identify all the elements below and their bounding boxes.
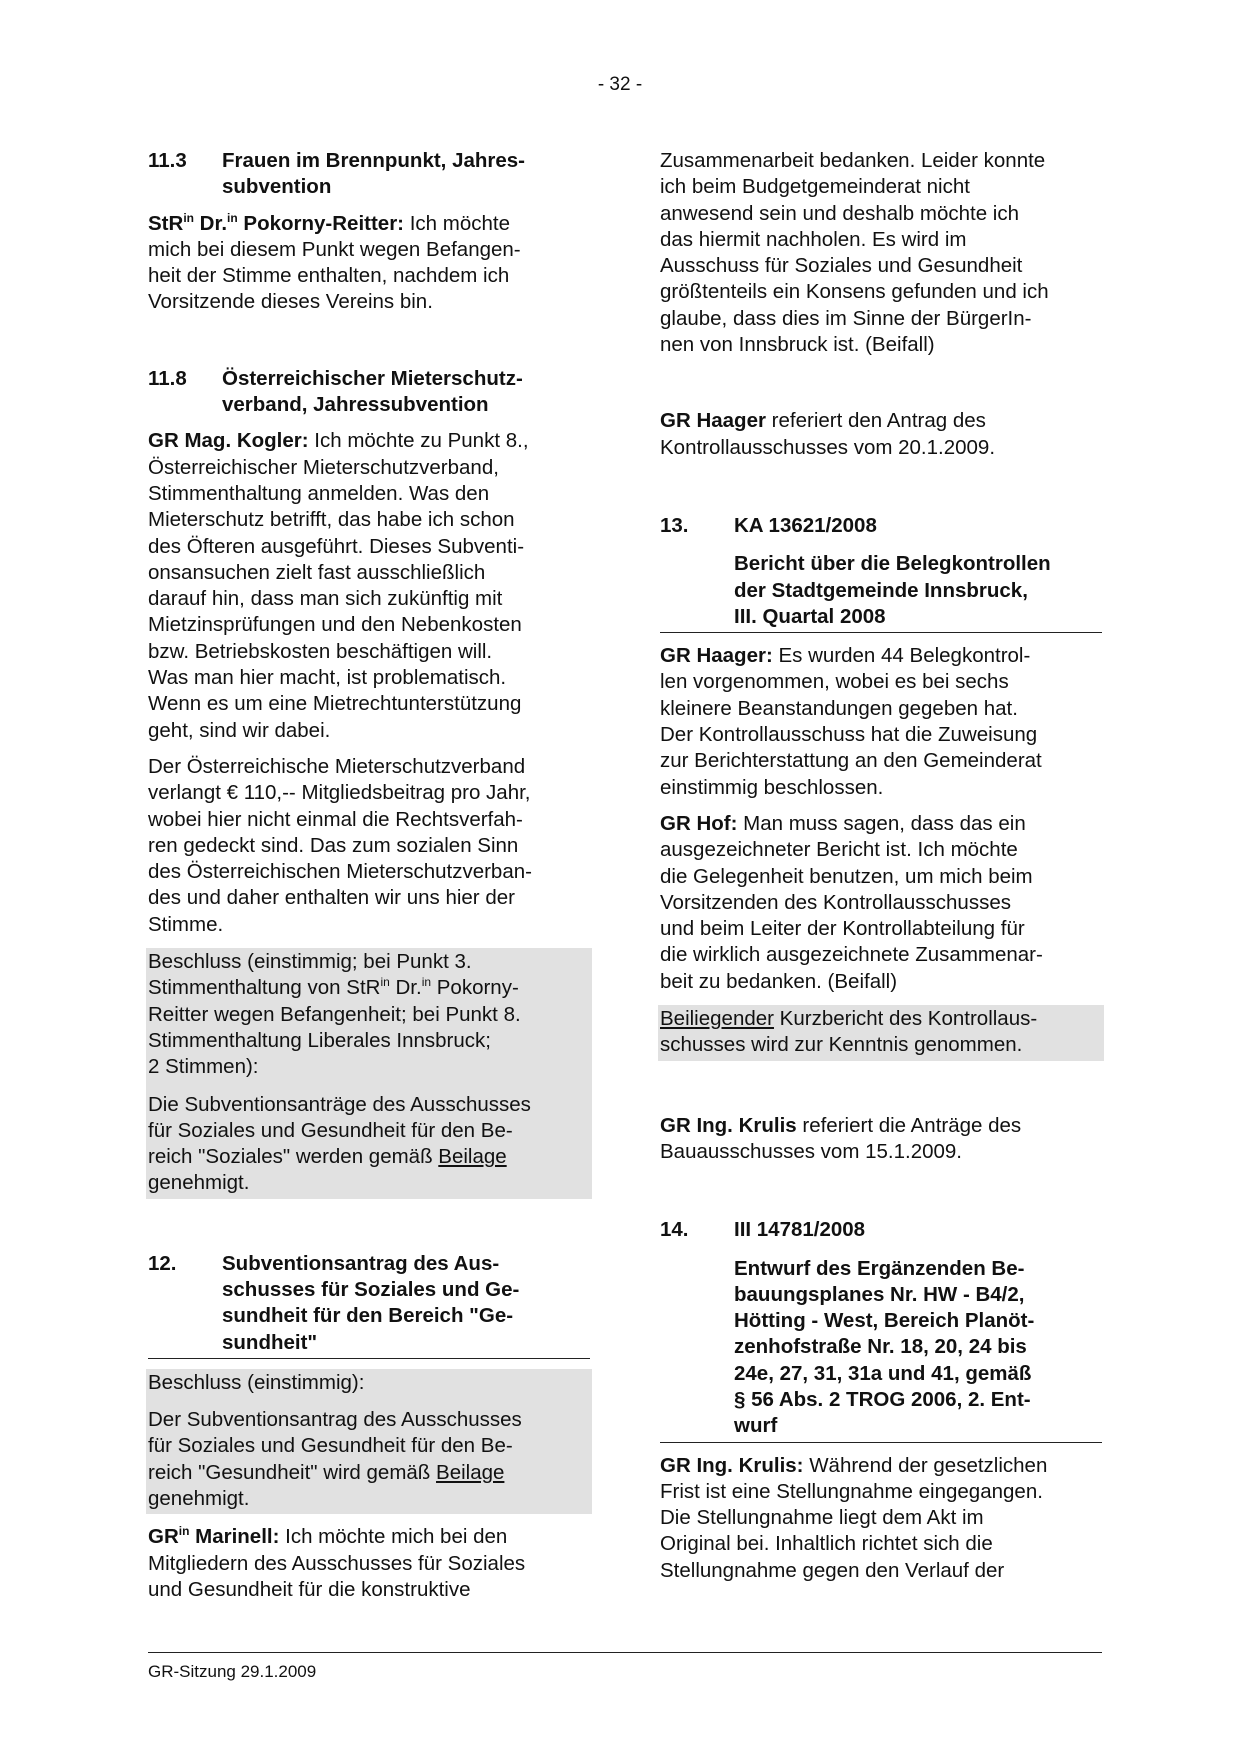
report-intro-haager: GR Haager referiert den Antrag des Kontrollausschusses vom 20.1.2009.: [660, 409, 996, 459]
section-12: [148, 1251, 590, 1604]
speaker-name: GR Haager:: [660, 644, 773, 668]
decision-header: Beschluss (einstimmig):: [148, 1370, 365, 1394]
section-number: 12.: [148, 1251, 177, 1275]
statement-kogler: GR Mag. Kogler: Ich möchte zu Punkt 8., Österreichischer Mieterschutzverband, Stimmenthaltung anmelden. Was den Mieterschutz betrifft, das habe ich schon des Öfteren ausgeführt. Dieses Subventi- onsansuchen zielt fast ausschließlich darauf hin, dass man sich zukünftig mit Mietzinsprüfungen und den Nebenkosten bzw. Betriebskosten beschäftigen will. Was man hier macht, ist problematisch. Wenn es um eine Mietrechtunterstützung geht, sind wir dabei.: [148, 429, 529, 742]
file-code: KA 13621/2008: [734, 513, 877, 537]
footer-session-date: GR-Sitzung 29.1.2009: [148, 1662, 317, 1681]
decision-header: Beschluss (einstimmig; bei Punkt 3. Stimmenthaltung von StR$^{in}$ Dr.$^{in}$ Pokorny- Reitter wegen Befangenheit; bei Punkt 8. Stimmenthaltung Liberales Innsbruck; 2 Stimmen):: [148, 950, 521, 1079]
statement-marinell: $GR^{in}$ Marinell: Ich möchte mich bei den Mitgliedern des Ausschusses für Soziales und Gesundheit für die konstruktive: [148, 1524, 526, 1601]
section-13: [660, 513, 1102, 1061]
file-code: III 14781/2008: [734, 1218, 866, 1242]
beiliegender-link[interactable]: Beiliegender: [660, 1007, 774, 1031]
section-11-3: [148, 148, 590, 316]
section-title: Entwurf des Ergänzenden Be- bauungsplanes Nr. HW - B4/2, Hötting - West, Bereich Planöt- zenhofstraße Nr. 18, 20, 24 bis 24e, 27, 31, 31a und 41, gemäß § 56 Abs. 2 TROG 2006, 2. Ent- wurf: [660, 1256, 1102, 1443]
decision-box: [658, 1005, 1104, 1061]
speaker-name: GR Ing. Krulis: [660, 1113, 797, 1137]
section-title: Subventionsantrag des Aus- schusses für Soziales und Ge- sundheit für den Bereich "Ge- sundheit": [222, 1251, 520, 1354]
section-title: Bericht über die Belegkontrollen der Stadtgemeinde Innsbruck, III. Quartal 2008: [660, 551, 1102, 633]
section-11-8: [148, 366, 590, 1199]
beilage-link[interactable]: Beilage: [436, 1460, 505, 1484]
decision-box: [146, 1369, 592, 1514]
speaker-name: GR Ing. Krulis:: [660, 1453, 804, 1477]
decision-text: Die Subventionsanträge des Ausschusses für Soziales und Gesundheit für den Be- reich "Soziales" werden gemäß Beilage genehmigt.: [148, 1092, 531, 1195]
statement-hof: GR Hof: Man muss sagen, dass das ein ausgezeichneter Bericht ist. Ich möchte die Gelegenheit benutzen, um mich beim Vorsitzenden des Kontrollausschusses und beim Leiter der Kontrollabteilung für die wirklich ausgezeichnete Zusammenar- beit zu bedanken. (Beifall): [660, 811, 1043, 993]
section-title: Österreichischer Mieterschutz- verband, Jahressubvention: [222, 366, 523, 417]
decision-text: Der Subventionsantrag des Ausschusses für Soziales und Gesundheit für den Be- reich "Gesundheit" wird gemäß Beilage genehmigt.: [148, 1408, 522, 1511]
section-number: 11.8: [148, 366, 187, 390]
statement-haager: GR Haager: Es wurden 44 Belegkontrol- len vorgenommen, wobei es bei sechs kleinere Beanstandungen gegeben hat. Der Kontrollausschuss hat die Zuweisung zur Berichterstattung an den Gemeinderat einstimmig beschlossen.: [660, 644, 1042, 799]
beilage-link[interactable]: Beilage: [438, 1145, 507, 1169]
left-column: [148, 148, 590, 1613]
statement-krulis: GR Ing. Krulis: Während der gesetzlichen Frist ist eine Stellungnahme eingegangen. Die Stellungnahme liegt dem Akt im Original bei. Inhaltlich richtet sich die Stellungnahme gegen den Verlauf der: [660, 1453, 1048, 1582]
speaker-name: GR Hof:: [660, 811, 738, 835]
speaker-name: GR Haager: [660, 409, 766, 433]
section-heading: [660, 513, 1102, 539]
section-title: Frauen im Brennpunkt, Jahres- subvention: [222, 149, 526, 199]
section-number: 14.: [660, 1218, 689, 1242]
speaker-name: StR$^{in}$ Dr.$^{in}$ Pokorny-Reitter:: [148, 210, 405, 235]
statement-marinell-continued: Zusammenarbeit bedanken. Leider konnte ich beim Budgetgemeinderat nicht anwesend sein und deshalb möchte ich das hiermit nachholen. Es wird im Ausschuss für Soziales und Gesundheit größtenteils ein Konsens gefunden und ich glaube, dass dies im Sinne der BürgerIn- nen von Innsbruck ist. (Beifall): [660, 149, 1049, 357]
report-intro-krulis: GR Ing. Krulis referiert die Anträge des Bauausschusses vom 15.1.2009.: [660, 1113, 1022, 1163]
speaker-name: $GR^{in}$ Marinell:: [148, 1524, 280, 1549]
right-column: [660, 148, 1102, 1594]
section-heading: [660, 1217, 1102, 1243]
speaker-name: GR Mag. Kogler:: [148, 429, 309, 453]
section-heading: [148, 148, 590, 201]
statement-kogler-continued: Der Österreichische Mieterschutzverband verlangt € 110,-- Mitgliedsbeitrag pro Jahr, wobei hier nicht einmal die Rechtsverfah- ren gedeckt sind. Das zum sozialen Sinn des Österreichischen Mieterschutzverban- des und daher enthalten wir uns hier der Stimme.: [148, 754, 532, 936]
section-number: 11.3: [148, 149, 187, 172]
footer-divider: [148, 1652, 1102, 1653]
page-number: - 32 -: [597, 74, 643, 95]
statement-pokorny-reitter: StR$^{in}$ Dr.$^{in}$ Pokorny-Reitter: Ich möchte mich bei diesem Punkt wegen Befangen- heit der Stimme enthalten, nachdem ich Vorsitzende dieses Vereins bin.: [148, 210, 521, 314]
decision-text: Beiliegender Kurzbericht des Kontrollaus- schusses wird zur Kenntnis genommen.: [660, 1007, 1038, 1057]
section-heading: [148, 1251, 590, 1359]
section-number: 13.: [660, 513, 689, 537]
section-heading: [148, 366, 590, 419]
section-14: [660, 1217, 1102, 1584]
decision-box: [146, 948, 592, 1199]
